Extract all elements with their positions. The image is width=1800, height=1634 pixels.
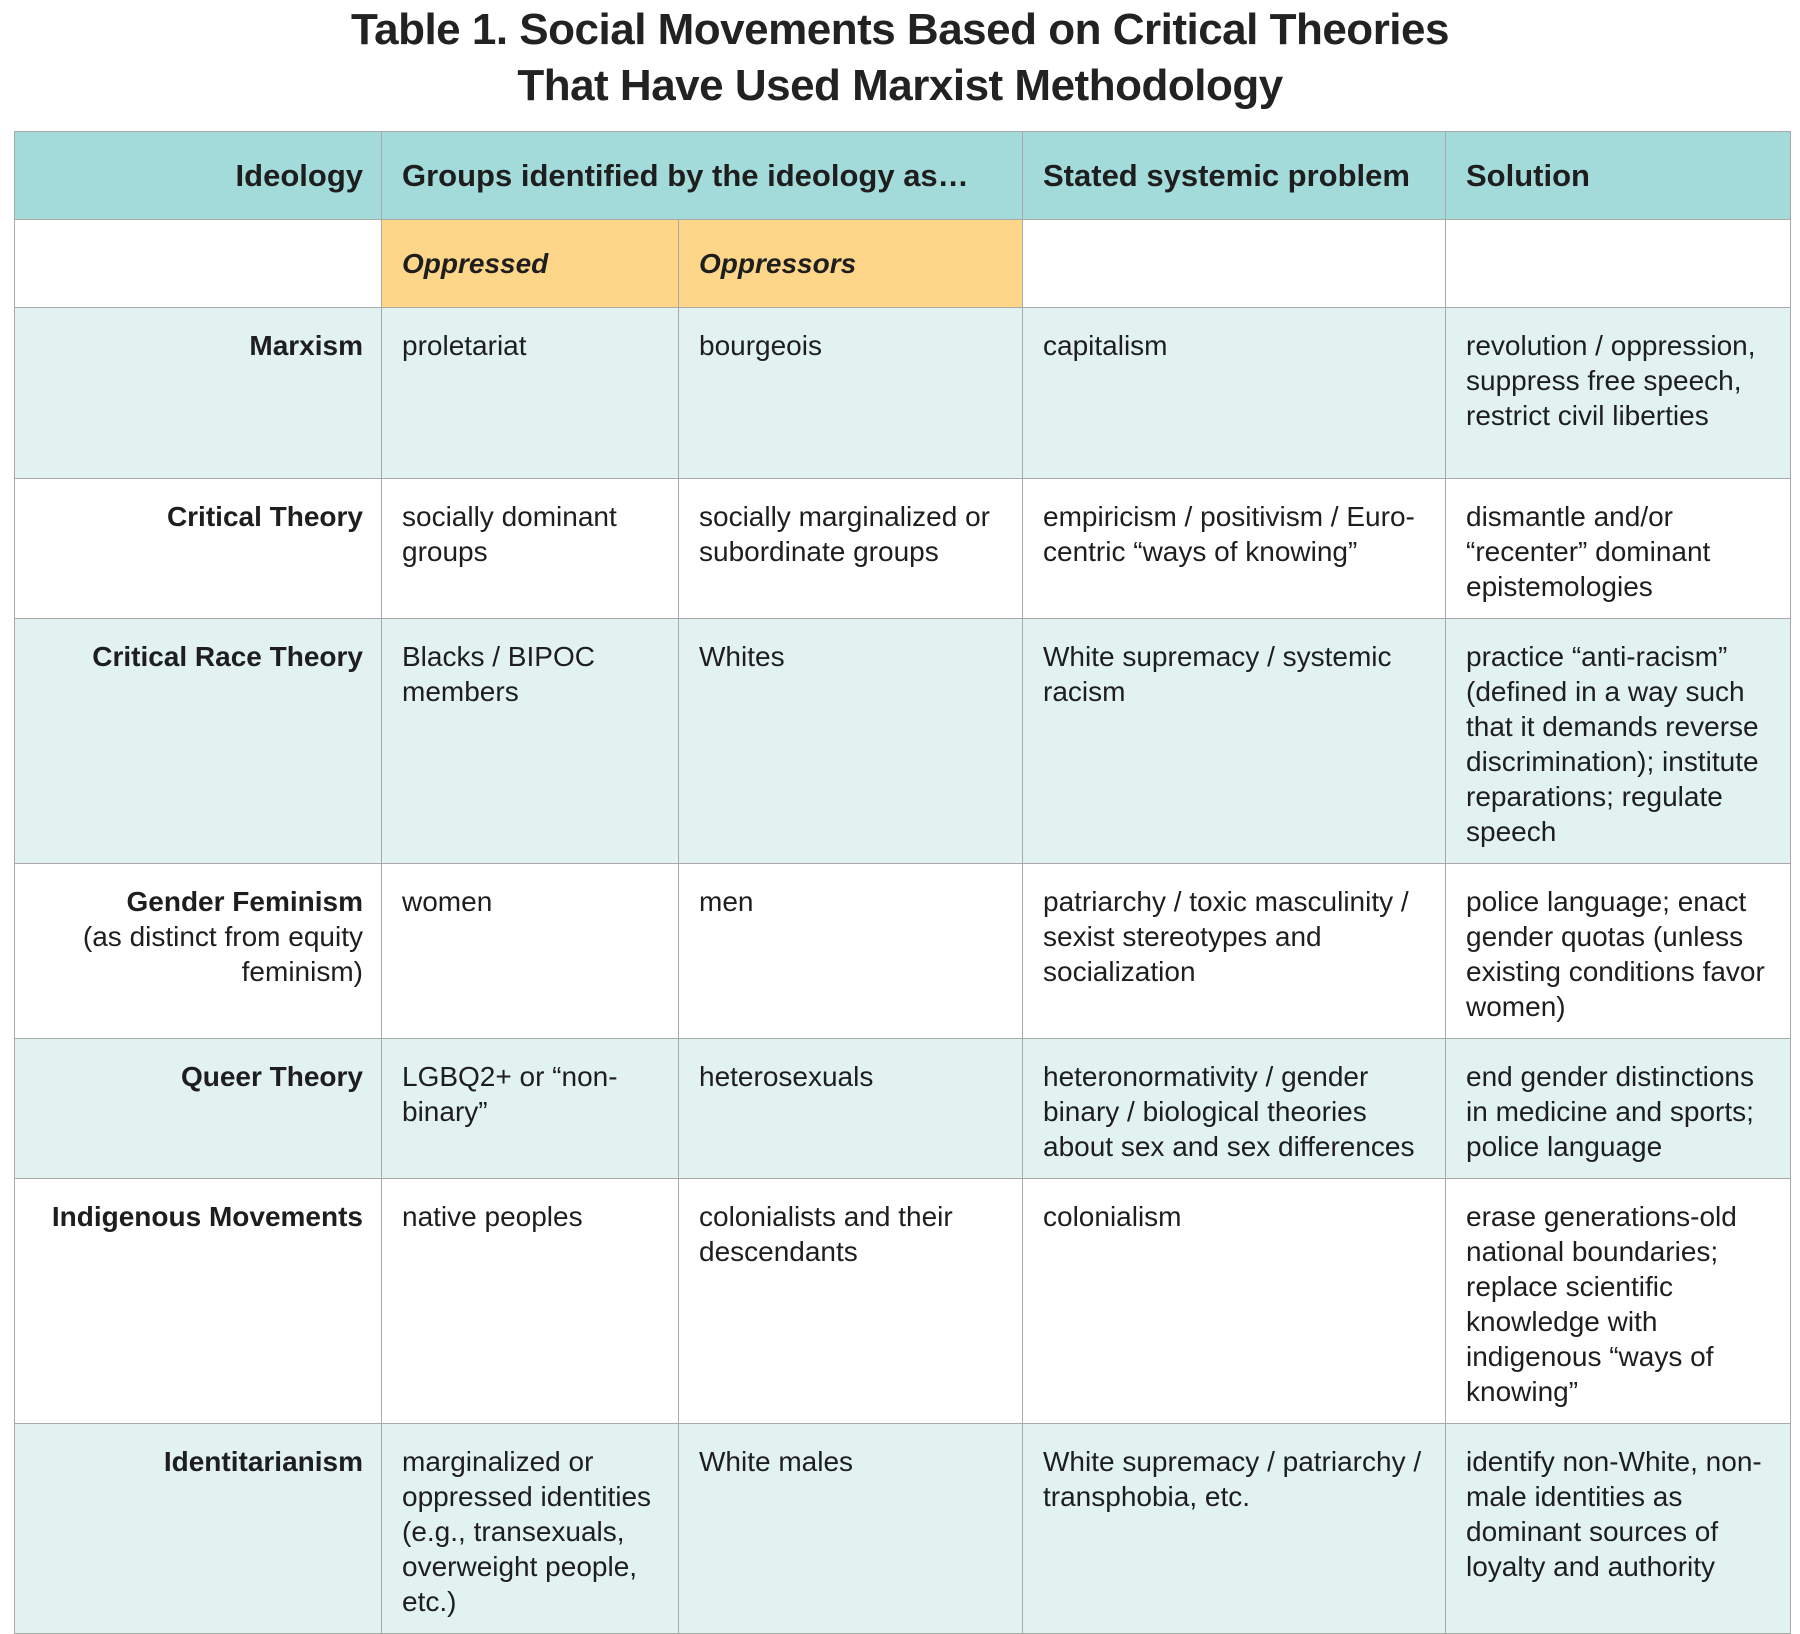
subheader-row [15,220,1791,308]
oppressors-cell: men [679,864,1023,1039]
ideology-cell [15,308,382,479]
ideology-cell [15,864,382,1039]
oppressors-cell: colonialists and their descendants [679,1179,1023,1424]
solution-cell: dismantle and/or “recenter” dominant epistemologies [1446,479,1791,619]
oppressors-cell: socially marginalized or subordinate groups [679,479,1023,619]
subheader-oppressors: Oppressors [679,220,1023,308]
oppressed-cell: native peoples [382,1179,679,1424]
header-problem: Stated systemic problem [1023,132,1446,220]
subheader-empty-ideology [15,220,382,308]
movements-table [14,131,1791,1634]
table-row [15,1424,1791,1634]
table-row [15,308,1791,479]
ideology-cell [15,1424,382,1634]
table-title-line-2: That Have Used Marxist Methodology [517,61,1283,110]
ideology-cell [15,619,382,864]
solution-cell: end gender distinctions in medicine and sports; police language [1446,1039,1791,1179]
solution-cell: practice “anti-racism” (defined in a way such that it demands reverse discrimination); institute reparations; regulate speech [1446,619,1791,864]
problem-cell: empiricism / positivism / Euro-centric “ways of knowing” [1023,479,1446,619]
ideology-cell [15,1039,382,1179]
ideology-name: Identitarianism [163,1446,363,1477]
oppressed-cell: LGBQ2+ or “non-binary” [382,1039,679,1179]
table-title-line-1: Table 1. Social Movements Based on Critical Theories [351,5,1449,54]
header-solution: Solution [1446,132,1791,220]
solution-cell: revolution / oppression, suppress free speech, restrict civil liberties [1446,308,1791,479]
ideology-cell [15,1179,382,1424]
oppressed-cell: proletariat [382,308,679,479]
solution-cell: police language; enact gender quotas (unless existing conditions favor women) [1446,864,1791,1039]
subheader-empty-problem [1023,220,1446,308]
ideology-cell [15,479,382,619]
ideology-name: Queer Theory [180,1061,363,1092]
ideology-name: Marxism [249,330,363,361]
subheader-oppressed: Oppressed [382,220,679,308]
oppressed-cell: women [382,864,679,1039]
oppressors-cell: Whites [679,619,1023,864]
problem-cell: heteronormativity / gender binary / biological theories about sex and sex differences [1023,1039,1446,1179]
oppressed-cell: Blacks / BIPOC members [382,619,679,864]
table-row [15,479,1791,619]
problem-cell: White supremacy / patriarchy / transphobia, etc. [1023,1424,1446,1634]
table-title [0,2,1800,114]
header-ideology: Ideology [15,132,382,220]
ideology-name: Gender Feminism [126,886,363,917]
ideology-name: Critical Theory [166,501,363,532]
header-groups: Groups identified by the ideology as… [382,132,1023,220]
oppressors-cell: White males [679,1424,1023,1634]
table-row [15,619,1791,864]
problem-cell: patriarchy / toxic masculinity / sexist stereotypes and socialization [1023,864,1446,1039]
table-row [15,1179,1791,1424]
problem-cell: capitalism [1023,308,1446,479]
problem-cell: White supremacy / systemic racism [1023,619,1446,864]
solution-cell: erase generations-old national boundaries; replace scientific knowledge with indigenous “ways of knowing” [1446,1179,1791,1424]
oppressed-cell: marginalized or oppressed identities (e.g., transexuals, overweight people, etc.) [382,1424,679,1634]
ideology-note: (as distinct from equity feminism) [82,921,363,987]
ideology-name: Critical Race Theory [92,641,363,672]
oppressors-cell: heterosexuals [679,1039,1023,1179]
oppressed-cell: socially dominant groups [382,479,679,619]
ideology-name: Indigenous Movements [51,1201,363,1232]
table-row [15,864,1791,1039]
problem-cell: colonialism [1023,1179,1446,1424]
solution-cell: identify non-White, non-male identities as dominant sources of loyalty and authority [1446,1424,1791,1634]
header-row [15,132,1791,220]
oppressors-cell: bourgeois [679,308,1023,479]
subheader-empty-solution [1446,220,1791,308]
table-row [15,1039,1791,1179]
